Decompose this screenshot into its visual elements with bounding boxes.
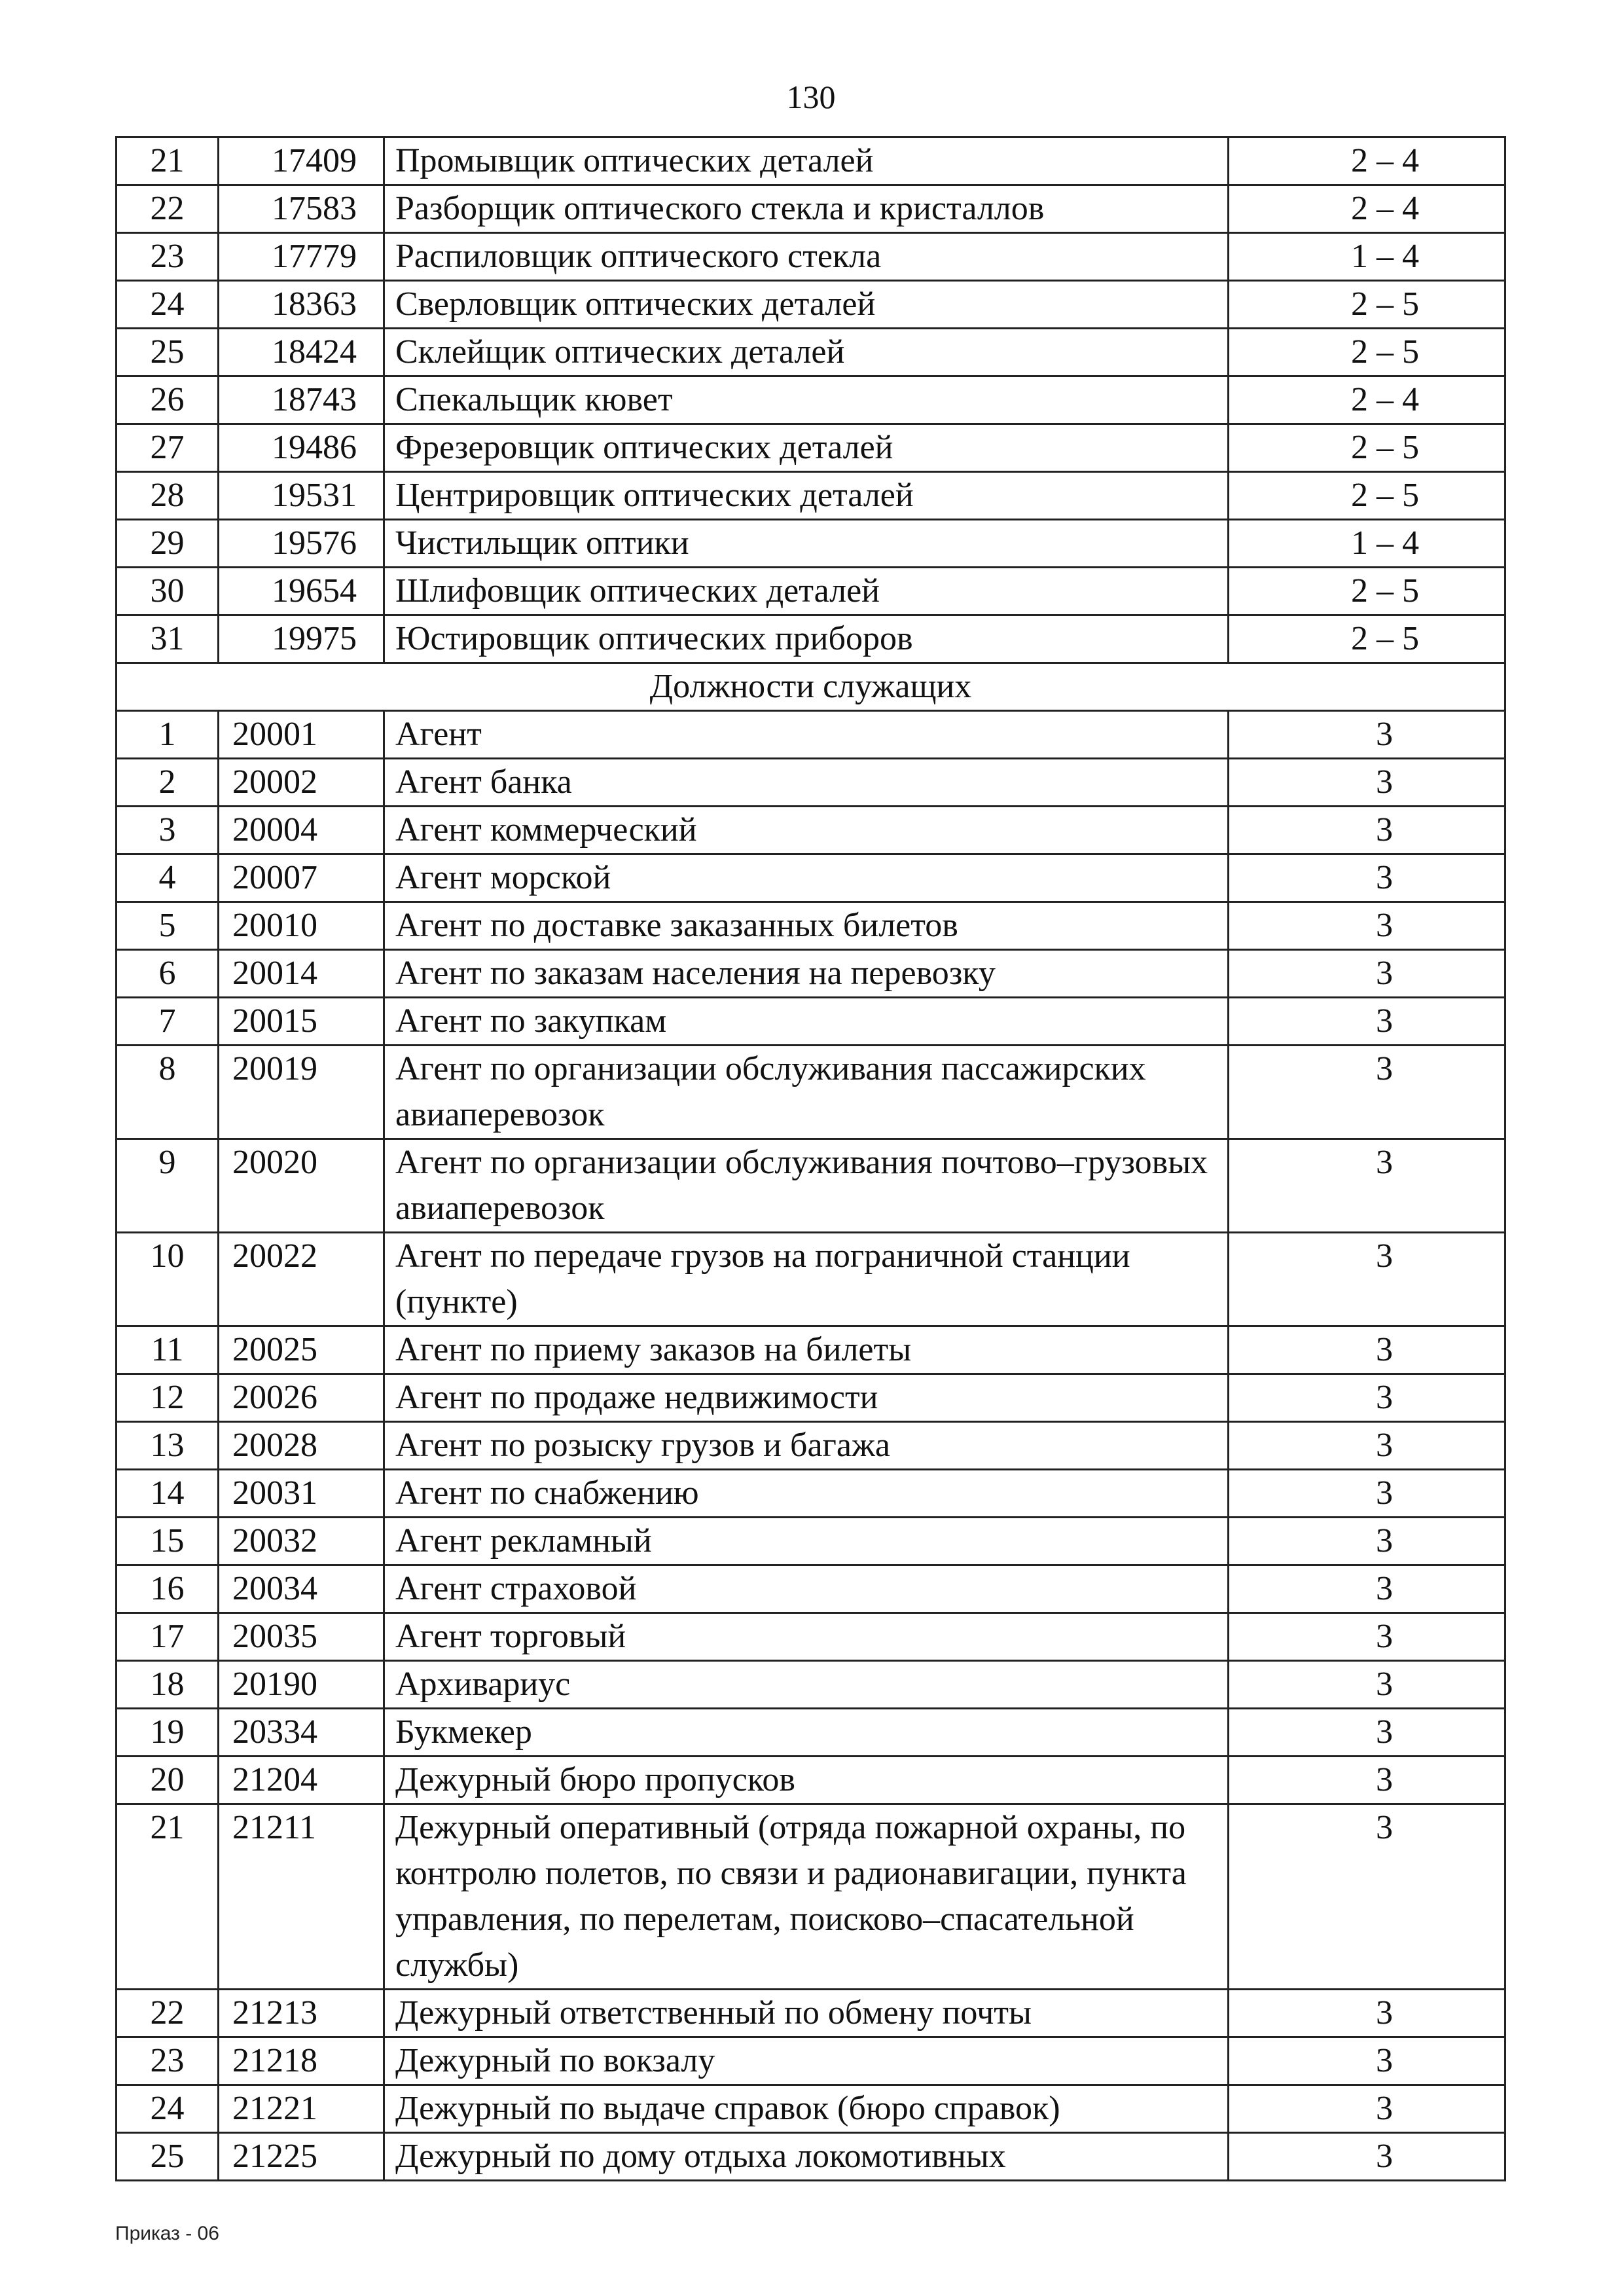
row-category: 3 [1229,1046,1505,1139]
table-row [117,1518,1505,1565]
row-name: Агент торговый [384,1613,1229,1661]
row-category: 3 [1229,1990,1505,2037]
row-number: 24 [117,281,219,329]
row-name: Дежурный по вокзалу [384,2037,1229,2085]
table-row [117,615,1505,663]
row-number: 24 [117,2085,219,2133]
table-row [117,137,1505,185]
row-code: 20010 [219,902,384,950]
row-number: 23 [117,233,219,281]
row-name: Дежурный ответственный по обмену почты [384,1990,1229,2037]
row-category: 3 [1229,1565,1505,1613]
row-number: 20 [117,1757,219,1804]
page-number: 130 [786,79,836,115]
row-category: 3 [1229,1374,1505,1422]
row-category: 3 [1229,1518,1505,1565]
row-number: 26 [117,376,219,424]
row-code: 20025 [219,1326,384,1374]
row-name: Юстировщик оптических приборов [384,615,1229,663]
row-number: 15 [117,1518,219,1565]
row-category: 3 [1229,1661,1505,1709]
row-code: 20002 [219,759,384,807]
table-row [117,1326,1505,1374]
row-category: 3 [1229,1804,1505,1990]
row-name: Агент по организации обслуживания почтово–грузовых авиаперевозок [384,1139,1229,1233]
row-code: 17409 [219,137,384,185]
row-code: 20035 [219,1613,384,1661]
table-row [117,520,1505,568]
table-row [117,424,1505,472]
row-code: 19975 [219,615,384,663]
row-code: 21225 [219,2133,384,2181]
row-name: Агент по снабжению [384,1470,1229,1518]
row-category: 2 – 4 [1229,185,1505,233]
row-number: 2 [117,759,219,807]
row-code: 20001 [219,711,384,759]
row-category: 2 – 5 [1229,615,1505,663]
row-code: 18363 [219,281,384,329]
row-name: Агент морской [384,854,1229,902]
row-name: Агент коммерческий [384,807,1229,854]
row-category: 3 [1229,807,1505,854]
table-row [117,281,1505,329]
row-category: 2 – 5 [1229,281,1505,329]
row-number: 25 [117,329,219,376]
row-category: 2 – 5 [1229,472,1505,520]
row-name: Разборщик оптического стекла и кристаллов [384,185,1229,233]
row-number: 11 [117,1326,219,1374]
row-name: Склейщик оптических деталей [384,329,1229,376]
row-name: Центрировщик оптических деталей [384,472,1229,520]
row-name: Дежурный оперативный (отряда пожарной охраны, по контролю полетов, по связи и радионавигации, пункта управления, по перелетам, поисково–спасательной службы) [384,1804,1229,1990]
row-name: Агент банка [384,759,1229,807]
row-category: 3 [1229,1326,1505,1374]
row-code: 20007 [219,854,384,902]
row-name: Дежурный по дому отдыха локомотивных [384,2133,1229,2181]
row-name: Фрезеровщик оптических деталей [384,424,1229,472]
row-number: 1 [117,711,219,759]
row-category: 3 [1229,2037,1505,2085]
row-category: 3 [1229,2133,1505,2181]
table-row [117,568,1505,615]
row-name: Агент по заказам населения на перевозку [384,950,1229,998]
row-number: 7 [117,998,219,1046]
table-row [117,759,1505,807]
row-code: 19576 [219,520,384,568]
footer-note: Приказ - 06 [115,2223,219,2244]
table-row [117,1046,1505,1139]
row-code: 20020 [219,1139,384,1233]
row-code: 20334 [219,1709,384,1757]
row-category: 3 [1229,1470,1505,1518]
row-number: 8 [117,1046,219,1139]
table-row [117,1565,1505,1613]
row-code: 18743 [219,376,384,424]
row-number: 10 [117,1233,219,1326]
table-row [117,1804,1505,1990]
row-category: 3 [1229,1757,1505,1804]
row-name: Агент по розыску грузов и багажа [384,1422,1229,1470]
row-code: 17583 [219,185,384,233]
row-number: 21 [117,137,219,185]
row-name: Шлифовщик оптических деталей [384,568,1229,615]
row-number: 9 [117,1139,219,1233]
table-row [117,1990,1505,2037]
table-row [117,2133,1505,2181]
row-name: Агент [384,711,1229,759]
row-category: 2 – 5 [1229,329,1505,376]
row-name: Спекальщик кювет [384,376,1229,424]
table-row [117,902,1505,950]
row-code: 20014 [219,950,384,998]
row-name: Агент по закупкам [384,998,1229,1046]
table-row [117,233,1505,281]
row-code: 21211 [219,1804,384,1990]
row-code: 20031 [219,1470,384,1518]
row-category: 3 [1229,902,1505,950]
row-number: 27 [117,424,219,472]
row-category: 2 – 4 [1229,137,1505,185]
row-name: Букмекер [384,1709,1229,1757]
row-code: 17779 [219,233,384,281]
table-row [117,1139,1505,1233]
row-category: 3 [1229,1709,1505,1757]
row-number: 6 [117,950,219,998]
row-number: 13 [117,1422,219,1470]
row-number: 22 [117,1990,219,2037]
table-row [117,2037,1505,2085]
row-number: 22 [117,185,219,233]
row-category: 2 – 4 [1229,376,1505,424]
row-name: Дежурный бюро пропусков [384,1757,1229,1804]
table-row [117,1661,1505,1709]
row-code: 20019 [219,1046,384,1139]
row-code: 21218 [219,2037,384,2085]
row-number: 21 [117,1804,219,1990]
professions-table [115,136,1506,2181]
section-header-row [117,663,1505,711]
row-category: 1 – 4 [1229,520,1505,568]
row-name: Архивариус [384,1661,1229,1709]
table-row [117,2085,1505,2133]
row-category: 3 [1229,2085,1505,2133]
table-row [117,1757,1505,1804]
row-code: 21204 [219,1757,384,1804]
row-number: 3 [117,807,219,854]
table-row [117,376,1505,424]
row-name: Агент по продаже недвижимости [384,1374,1229,1422]
table-row [117,1233,1505,1326]
row-category: 3 [1229,854,1505,902]
row-code: 18424 [219,329,384,376]
row-category: 3 [1229,1233,1505,1326]
row-number: 12 [117,1374,219,1422]
row-category: 3 [1229,950,1505,998]
row-number: 14 [117,1470,219,1518]
row-number: 19 [117,1709,219,1757]
table-row [117,950,1505,998]
row-name: Агент по доставке заказанных билетов [384,902,1229,950]
table-row [117,1470,1505,1518]
row-code: 20032 [219,1518,384,1565]
row-number: 5 [117,902,219,950]
row-category: 3 [1229,711,1505,759]
row-code: 19531 [219,472,384,520]
row-name: Распиловщик оптического стекла [384,233,1229,281]
row-number: 25 [117,2133,219,2181]
row-code: 20028 [219,1422,384,1470]
row-code: 21213 [219,1990,384,2037]
row-category: 3 [1229,1139,1505,1233]
table-row [117,472,1505,520]
row-number: 30 [117,568,219,615]
row-name: Агент страховой [384,1565,1229,1613]
row-number: 28 [117,472,219,520]
row-number: 18 [117,1661,219,1709]
row-number: 4 [117,854,219,902]
table-row [117,329,1505,376]
row-category: 3 [1229,1613,1505,1661]
row-number: 17 [117,1613,219,1661]
table-row [117,807,1505,854]
row-code: 19486 [219,424,384,472]
row-code: 20026 [219,1374,384,1422]
row-code: 21221 [219,2085,384,2133]
row-code: 20022 [219,1233,384,1326]
row-category: 3 [1229,1422,1505,1470]
row-category: 2 – 5 [1229,424,1505,472]
table-row [117,1709,1505,1757]
table-row [117,1374,1505,1422]
table-row [117,998,1505,1046]
row-number: 29 [117,520,219,568]
table-row [117,711,1505,759]
row-number: 16 [117,1565,219,1613]
row-name: Агент по приему заказов на билеты [384,1326,1229,1374]
row-category: 2 – 5 [1229,568,1505,615]
section-title: Должности служащих [117,663,1505,711]
row-category: 3 [1229,759,1505,807]
table-row [117,1422,1505,1470]
row-code: 20015 [219,998,384,1046]
row-name: Чистильщик оптики [384,520,1229,568]
row-name: Сверловщик оптических деталей [384,281,1229,329]
row-number: 23 [117,2037,219,2085]
row-code: 19654 [219,568,384,615]
row-category: 1 – 4 [1229,233,1505,281]
row-category: 3 [1229,998,1505,1046]
table-row [117,854,1505,902]
table-row [117,185,1505,233]
table-row [117,1613,1505,1661]
row-name: Дежурный по выдаче справок (бюро справок) [384,2085,1229,2133]
row-code: 20034 [219,1565,384,1613]
row-name: Промывщик оптических деталей [384,137,1229,185]
row-name: Агент по передаче грузов на пограничной станции (пункте) [384,1233,1229,1326]
row-number: 31 [117,615,219,663]
row-code: 20004 [219,807,384,854]
row-code: 20190 [219,1661,384,1709]
row-name: Агент по организации обслуживания пассажирских авиаперевозок [384,1046,1229,1139]
row-name: Агент рекламный [384,1518,1229,1565]
